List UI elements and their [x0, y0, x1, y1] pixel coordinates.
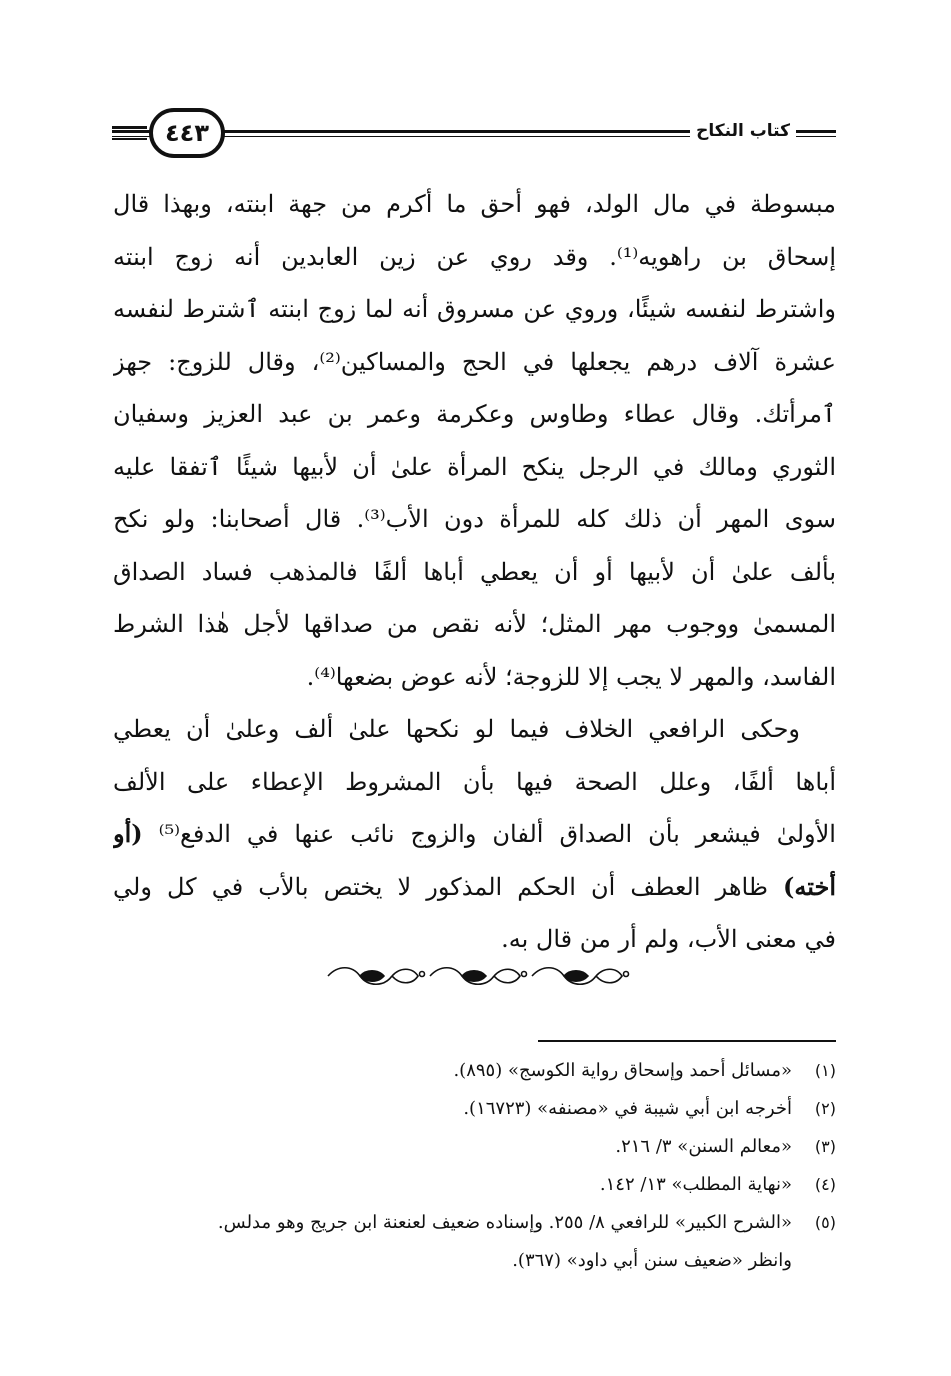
footnote [110, 1204, 836, 1242]
text-line: ٱمرأتك. وقال عطاء وطاوس وعكرمة وعمر بن عبد العزيز وسفيان [113, 400, 836, 428]
text-line: بألف علىٰ أن لأبيها أو أن يعطي أباها ألفًا فالمذهب فساد الصداق [113, 557, 836, 586]
bold-matn-open: (أو [113, 819, 143, 848]
footnote [110, 1128, 836, 1166]
text-line: أباها ألفًا، وعلل الصحة فيها بأن المشروط الإعطاء على الألف [113, 767, 836, 796]
main-text [113, 178, 836, 966]
footnote-number: (٤) [814, 1175, 836, 1194]
ornament-divider [320, 961, 636, 991]
footnote-text: «مسائل أحمد وإسحاق رواية الكوسج» (٨٩٥). [453, 1060, 792, 1081]
footnote-number: (٥) [814, 1213, 836, 1232]
text-line: عشرة آلاف درهم يجعلها في الحج والمساكين⁽²⁾، وقال للزوج: جهز [113, 347, 836, 376]
header-rule-left-thin [112, 138, 147, 140]
footnote-text: «نهاية المطلب» ١٣/ ١٤٢. [599, 1174, 792, 1195]
footnotes [110, 1052, 836, 1280]
text-line [113, 808, 836, 861]
text-line: واشترط لنفسه شيئًا، وروي عن مسروق أنه لما زوج ابنته ٱشترط لنفسه [113, 295, 836, 323]
footnote-number: (٣) [814, 1137, 836, 1156]
footnote-text: أخرجه ابن أبي شيبة في «مصنفه» (١٦٧٢٣). [463, 1098, 792, 1119]
ornament-unit [430, 968, 527, 985]
page-header [112, 108, 836, 160]
text-line: وحكى الرافعي الخلاف فيما لو نكحها علىٰ ألف وعلىٰ أن يعطي [113, 715, 800, 743]
footnote-text: «معالم السنن» ٣/ ٢١٦. [615, 1136, 792, 1157]
footnote-number: (١) [814, 1061, 836, 1080]
header-rule-left [112, 126, 147, 129]
page-number: ٤٤٣ [149, 108, 225, 158]
text-line: إسحاق بن راهويه⁽¹⁾. وقد روي عن زين العابدين أنه زوج ابنته [113, 242, 836, 271]
footnote-continuation: وانظر «ضعيف سنن أبي داود» (٣٦٧). [512, 1250, 792, 1271]
text-line: الفاسد، والمهر لا يجب إلا للزوجة؛ لأنه عوض بضعها⁽⁴⁾. [306, 662, 836, 691]
footnote [110, 1090, 836, 1128]
text-segment: ظاهر العطف أن الحكم المذكور لا يختص بالأب في كل ولي [113, 872, 784, 901]
text-line: سوى المهر أن ذلك كله للمرأة دون الأب⁽³⁾. قال أصحابنا: ولو نكح [113, 505, 836, 533]
text-line [113, 861, 836, 914]
ornament-unit [328, 968, 425, 985]
footnote-separator [538, 1040, 836, 1042]
text-line: المسمىٰ ووجوب مهر المثل؛ لأنه نقص من صداقها لأجل هٰذا الشرط [113, 610, 836, 638]
bold-matn: أخته) [783, 871, 836, 901]
footnote [110, 1052, 836, 1090]
text-line: في معنى الأب، ولم أر من قال به. [501, 925, 836, 953]
text-segment: الأولىٰ فيشعر بأن الصداق ألفان والزوج نائب عنها في الدفع⁽⁵⁾ [158, 820, 836, 848]
ornament-unit [532, 968, 629, 985]
footnote-text: «الشرح الكبير» للرافعي ٨/ ٢٥٥. وإسناده ضعيف لعنعنة ابن جريج وهو مدلس. [217, 1212, 792, 1233]
footnote [110, 1166, 836, 1204]
text-line: الثوري ومالك في الرجل ينكح المرأة علىٰ أن لأبيها شيئًا ٱتفقا عليه [113, 452, 836, 481]
text-line: مبسوطة في مال الولد، فهو أحق ما أكرم من جهة ابنته، وبهذا قال [113, 190, 836, 218]
footnote-number: (٢) [814, 1099, 836, 1118]
running-title: كتاب النكاح [690, 116, 796, 146]
